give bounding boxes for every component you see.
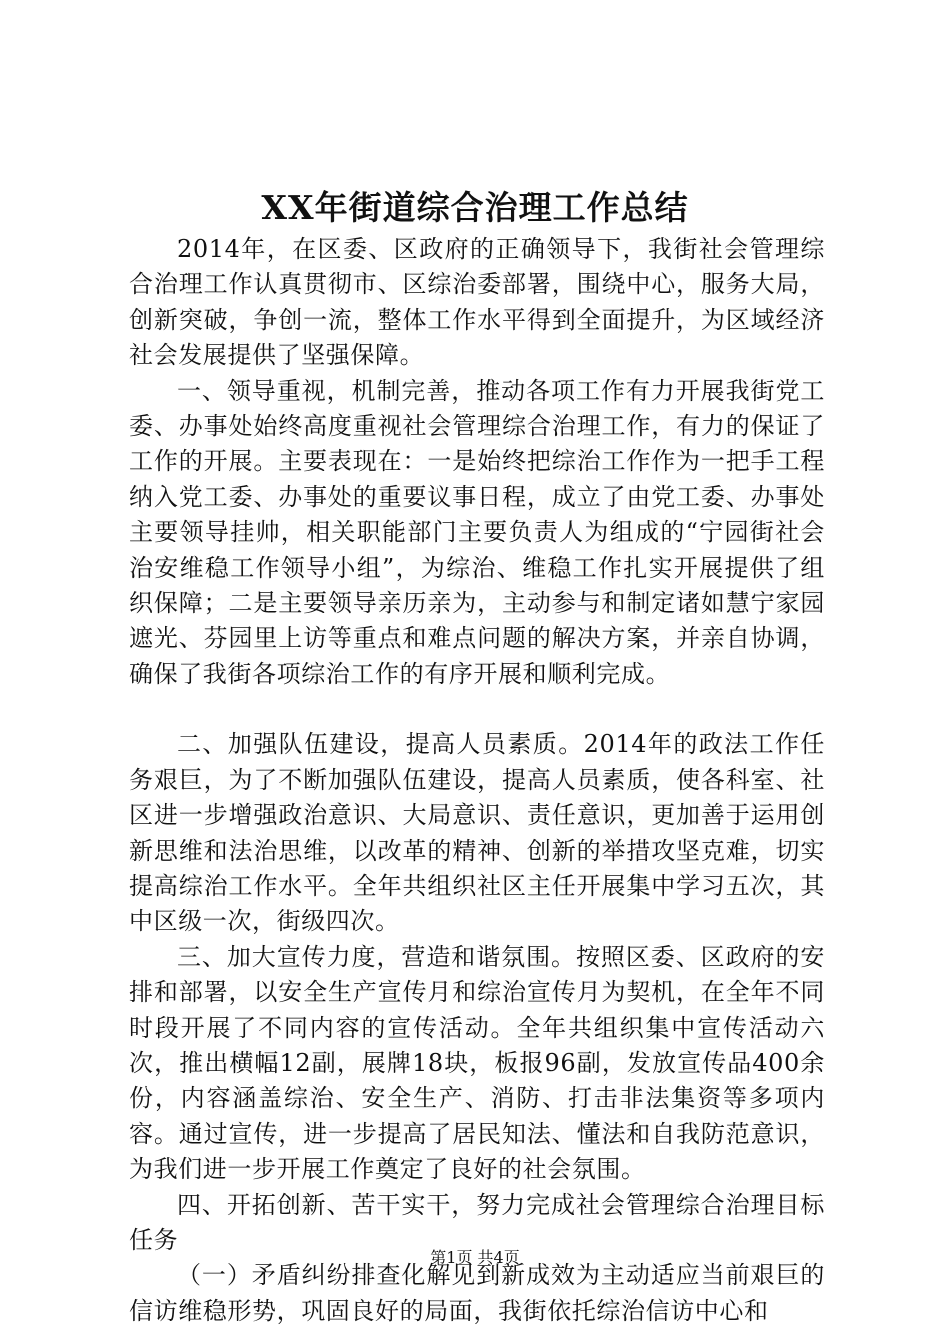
paragraph-intro: 2014年，在区委、区政府的正确领导下，我街社会管理综合治理工作认真贯彻市、区综治委部署，围绕中心，服务大局，创新突破，争创一流，整体工作水平得到全面提升，为区域经济社会发展提供了坚强保障。 bbox=[129, 235, 825, 370]
paragraph-gap bbox=[129, 692, 825, 727]
paragraph-section-1: 一、领导重视，机制完善，推动各项工作有力开展我街党工委、办事处始终高度重视社会管理综合治理工作，有力的保证了工作的开展。主要表现在：一是始终把综治工作作为一把手工程纳入党工委、办事处的重要议事日程，成立了由党工委、办事处主要领导挂帅，相关职能部门主要负责人为组成的“宁园街社会治安维稳工作领导小组”，为综治、维稳工作扎实开展提供了组织保障；二是主要领导亲历亲为，主动参与和制定诸如慧宁家园遮光、芬园里上访等重点和难点问题的解决方案，并亲自协调，确保了我街各项综治工作的有序开展和顺利完成。 bbox=[129, 376, 825, 688]
paragraph-section-2: 二、加强队伍建设，提高人员素质。2014年的政法工作任务艰巨，为了不断加强队伍建设，提高人员素质，使各科室、社区进一步增强政治意识、大局意识、责任意识，更加善于运用创新思维和法治思维，以改革的精神、创新的举措攻坚克难，切实提高综治工作水平。全年共组织社区主任开展集中学习五次，其中区级一次，街级四次。 bbox=[129, 730, 825, 936]
document-body bbox=[129, 232, 825, 1329]
paragraph-section-4-heading: 四、开拓创新、苦干实干，努力完成社会管理综合治理目标任务 bbox=[129, 1190, 825, 1254]
page-number-footer: 第1页 共4页 bbox=[430, 1248, 520, 1267]
paragraph-section-3: 三、加大宣传力度，营造和谐氛围。按照区委、区政府的安排和部署，以安全生产宣传月和综治宣传月为契机，在全年不同时段开展了不同内容的宣传活动。全年共组织集中宣传活动六次，推出横幅12副，展牌18块，板报96副，发放宣传品400余份，内容涵盖综治、安全生产、消防、打击非法集资等多项内容。通过宣传，进一步提高了居民知法、懂法和自我防范意识，为我们进一步开展工作奠定了良好的社会氛围。 bbox=[129, 942, 825, 1184]
paragraph-subsection-1: （一）矛盾纠纷排查化解见到新成效为主动适应当前艰巨的信访维稳形势，巩固良好的局面，我街依托综治信访中心和 bbox=[129, 1261, 825, 1325]
document-title: XX年街道综合治理工作总结 bbox=[261, 188, 689, 227]
